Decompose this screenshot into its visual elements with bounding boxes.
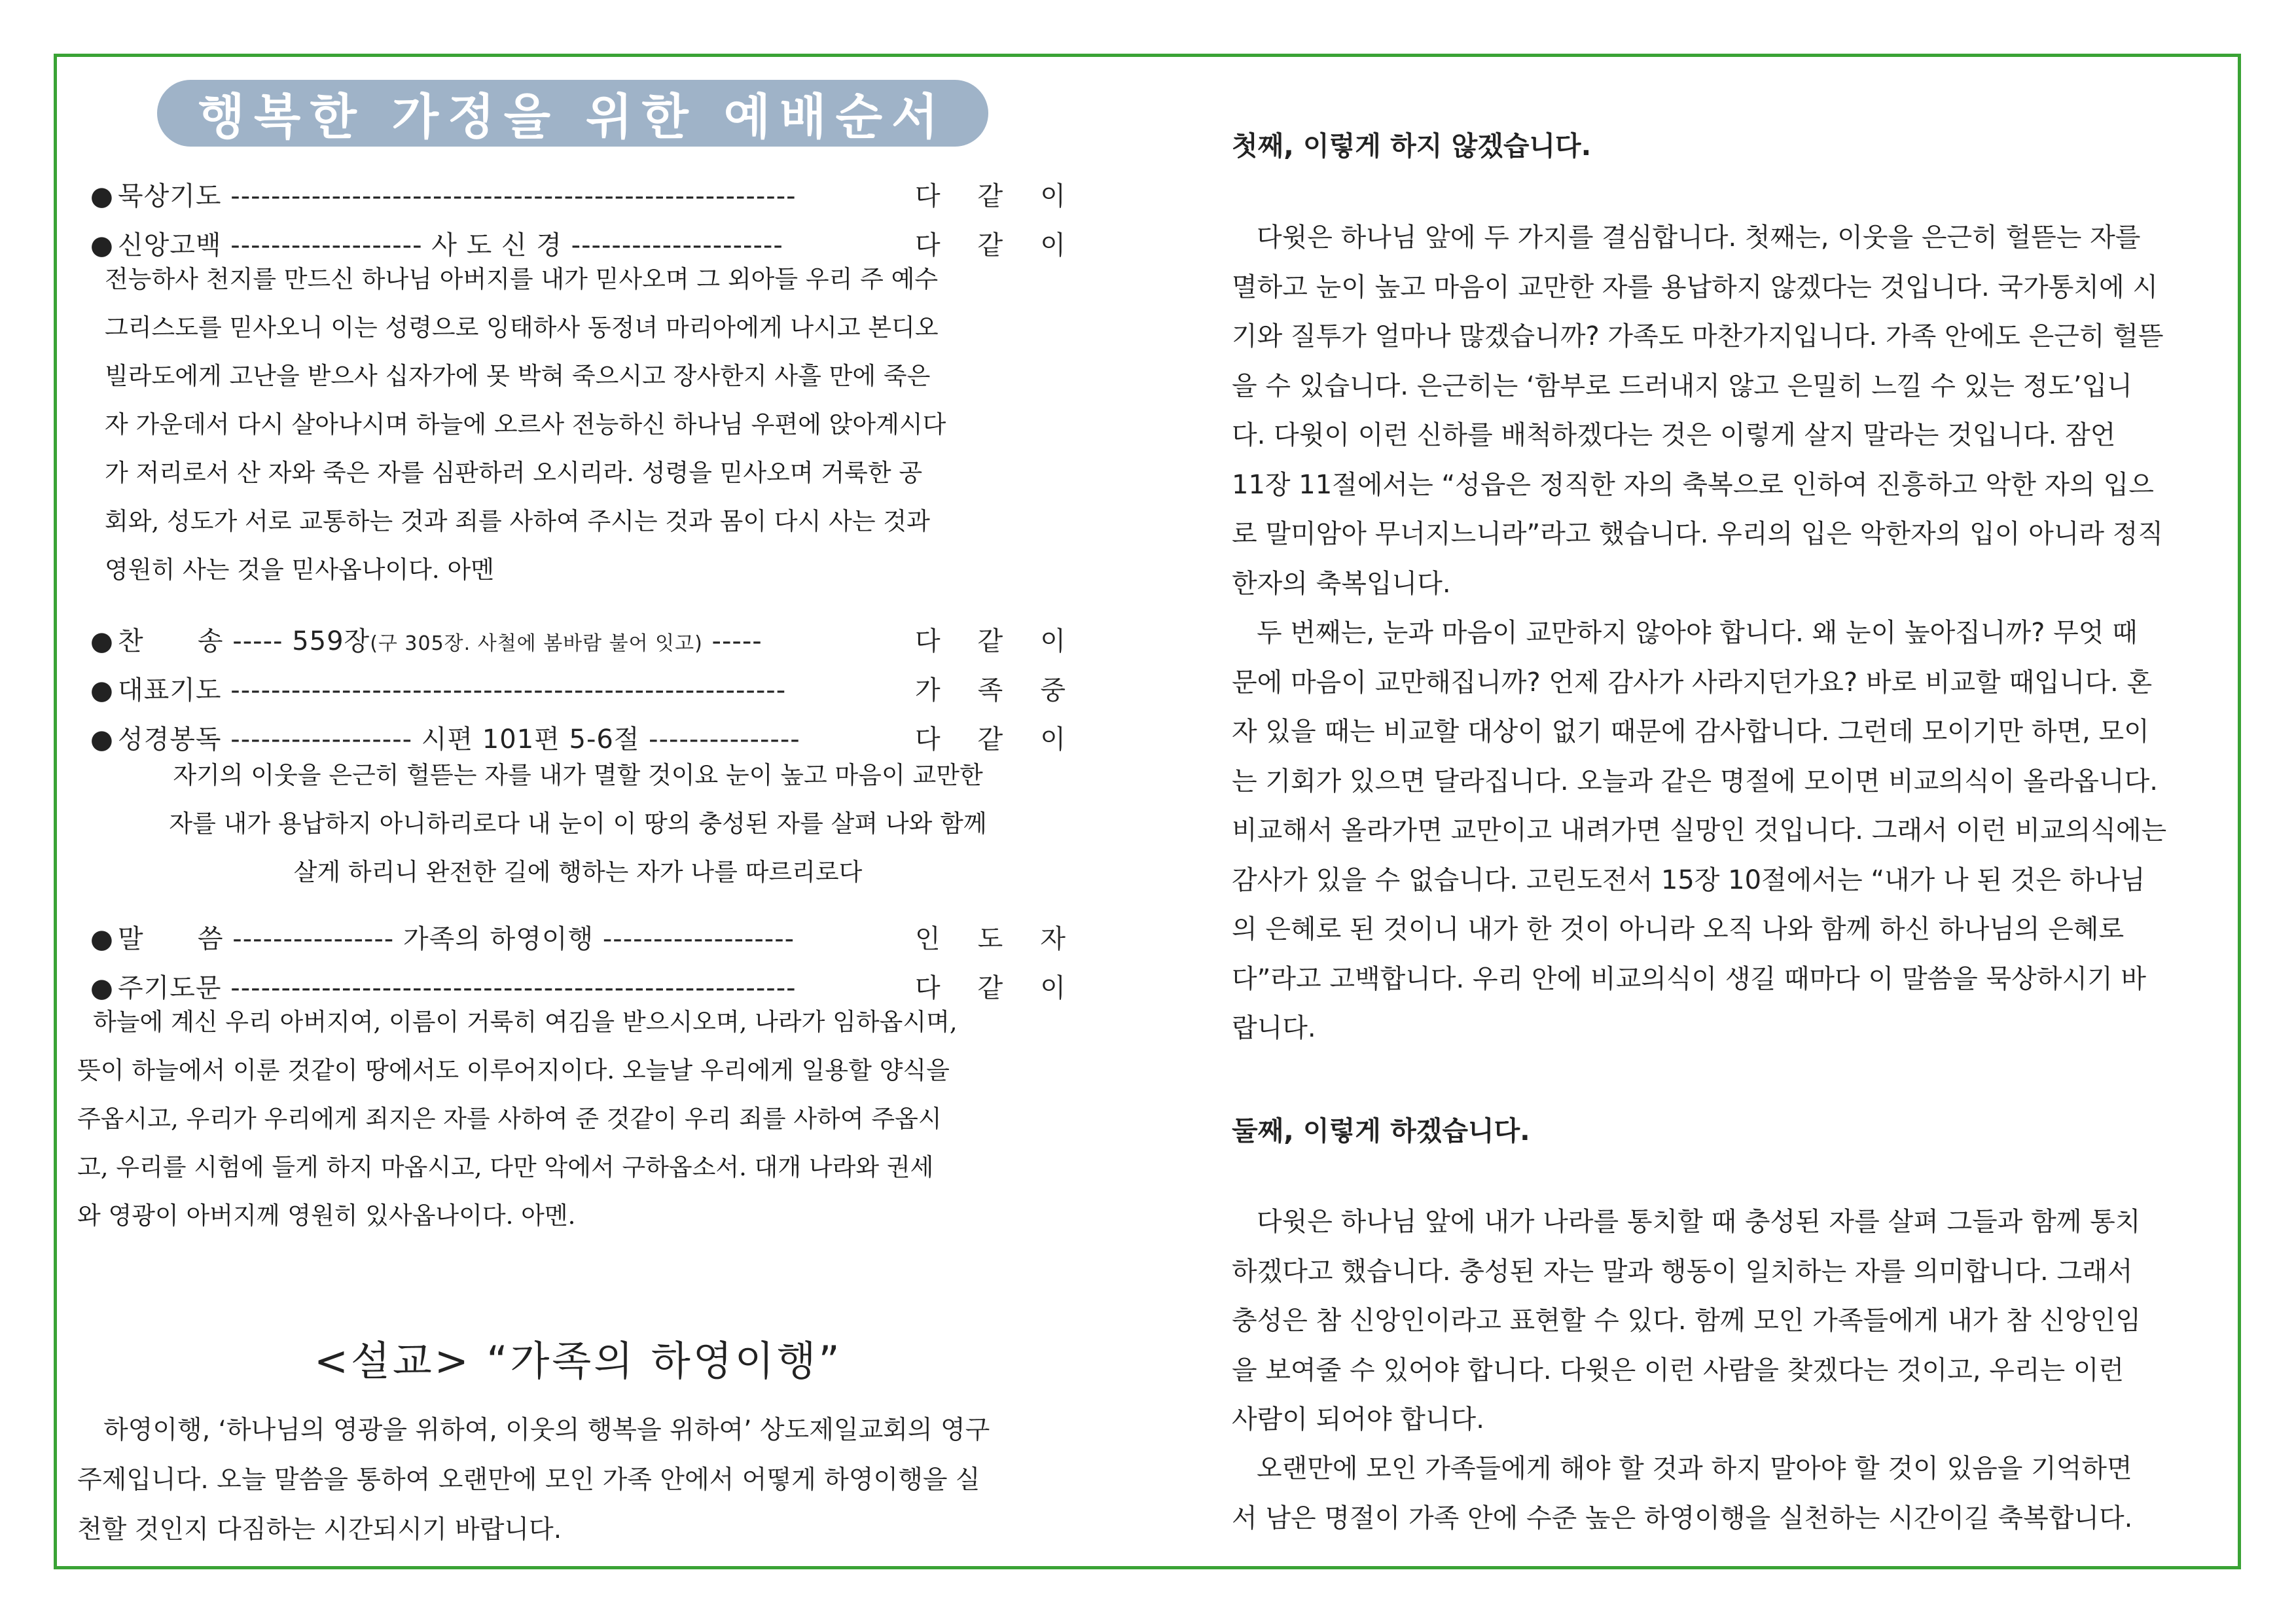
order-row-representative-prayer: ● 대표기도 ------------------------------------------------------- 가 족 중 — [77, 671, 1079, 710]
paragraph-first-resolve: 다윗은 하나님 앞에 두 가지를 결심합니다. 첫째는, 이웃을 은근히 헐뜯는 자를 멸하고 눈이 높고 마음이 교만한 자를 용납하지 않겠다는 것입니다. 국가통치에 시 기와 질투가 얼마나 많겠습니까? 가족도 마찬가지입니다. 가족 안에도 은근히 헐뜯 을 수 있습니다. 은근히는 ‘함부로 드러내지 않고 은밀히 느낄 수 있는 정도’입니 다. 다윗이 이런 신하를 배척하겠다는 것은 이렇게 살지 말라는 것입니다. 잠언 11장 11절에서는 “성읍은 정직한 자의 축복으로 인하여 진흥하고 악한 자의 입으 로 말미암아 무너지느니라”라고 했습니다. 우리의 입은 악한자의 입이 아니라 정직 한자의 축복입니다. — [1232, 223, 2164, 599]
scripture-text: 자기의 이웃을 은근히 헐뜯는 자를 내가 멸할 것이요 눈이 높고 마음이 교만한 자를 내가 용납하지 아니하리로다 내 눈이 이 땅의 충성된 자를 살펴 나와 함께 살게 하리니 완전한 길에 행하는 자가 나를 따르리로다 — [169, 761, 987, 886]
order-item-label: 찬 송 — [118, 626, 224, 656]
apostles-creed-text: 전능하사 천지를 만드신 하나님 아버지를 내가 믿사오며 그 외아들 우리 주 예수 그리스도를 믿사오니 이는 성령으로 잉태하사 동정녀 마리아에게 나시고 본디오 빌라도에게 고난을 받으사 십자가에 못 박혀 죽으시고 장사한지 사흘 만에 죽은 자 가운데서 다시 살아나시며 하늘에 오르사 전능하신 하나님 우편에 앉아계시다 가 저리로서 산 자와 죽은 자를 심판하러 오시리라. 성령을 믿사오며 거룩한 공 회와, 성도가 서로 교통하는 것과 죄를 사하여 주시는 것과 몸이 다시 사는 것과 영원히 사는 것을 믿사옵나이다. 아멘 — [105, 265, 946, 584]
page-title: 행복한 가정을 위한 예배순서 — [157, 80, 988, 147]
order-row-scripture-reading: ● 성경봉독 ------------------ 시편 101편 5-6절 --------------- 다 같 이 — [77, 720, 1079, 759]
order-row-lords-prayer: ● 주기도문 -------------------------------------------------------- 다 같 이 — [77, 969, 1079, 1008]
order-item-label: 신앙고백 — [118, 230, 222, 260]
order-item-label: 성경봉독 — [118, 724, 222, 755]
order-item-middle: 559장 — [292, 626, 370, 656]
order-response: 다 같 이 — [915, 230, 1066, 260]
bullet-icon: ● — [90, 724, 113, 755]
order-row-silent-prayer: ● 묵상기도 -------------------------------------------------------- 다 같 이 — [77, 177, 1079, 216]
sermon-intro: 하영이행, ‘하나님의 영광을 위하여, 이웃의 행복을 위하여’ 상도제일교회의 영구 주제입니다. 오늘 말씀을 통하여 오랜만에 모인 가족 안에서 어떻게 하영이행을 실 천할 것인지 다짐하는 시간되시기 바랍니다. — [77, 1416, 990, 1544]
order-response: 다 같 이 — [915, 626, 1066, 656]
section-heading-second: 둘째, 이렇게 하겠습니다. — [1232, 1115, 1530, 1147]
bullet-icon: ● — [90, 181, 113, 211]
bullet-icon: ● — [90, 973, 113, 1003]
paragraph-second-point: 두 번째는, 눈과 마음이 교만하지 않아야 합니다. 왜 눈이 높아집니까? 무엇 때 문에 마음이 교만해집니까? 언제 감사가 사라지던가요? 바로 비교할 때입니다. 혼 자 있을 때는 비교할 대상이 없기 때문에 감사합니다. 그런데 모이기만 하면, 모이 는 기회가 있으면 달라집니다. 오늘과 같은 명절에 모이면 비교의식이 올라옵니다. 비교해서 올라가면 교만이고 내려가면 실망인 것입니다. 그래서 이런 비교의식에는 감사가 있을 수 없습니다. 고린도전서 15장 10절에서는 “내가 나 된 것은 하나님 의 은혜로 된 것이니 내가 한 것이 아니라 오직 나와 함께 하신 하나님의 은혜로 다”라고 고백합니다. 우리 안에 비교의식이 생길 때마다 이 말씀을 묵상하시기 바 랍니다. — [1232, 618, 2167, 1043]
sermon-title: <설교> “가족의 하영이행” — [314, 1337, 842, 1385]
order-row-sermon: ● 말 씀 ---------------- 가족의 하영이행 ------------------- 인 도 자 — [77, 919, 1079, 959]
order-row-creed: ● 신앙고백 ------------------- 사 도 신 경 --------------------- 다 같 이 — [77, 226, 1079, 265]
order-item-label: 말 씀 — [118, 924, 224, 954]
paragraph-closing: 오랜만에 모인 가족들에게 해야 할 것과 하지 말아야 할 것이 있음을 기억하면 서 남은 명절이 가족 안에 수준 높은 하영이행을 실천하는 시간이길 축복합니다. — [1232, 1454, 2133, 1533]
hymn-note: (구 305장. 사철에 봄바람 불어 잇고) — [370, 632, 703, 655]
order-response: 인 도 자 — [915, 924, 1066, 954]
bullet-icon: ● — [90, 924, 113, 954]
order-response: 다 같 이 — [915, 724, 1066, 755]
order-item-label: 주기도문 — [118, 973, 222, 1003]
order-item-label: 대표기도 — [118, 675, 222, 705]
order-item-label: 묵상기도 — [118, 181, 222, 211]
section-heading-first: 첫째, 이렇게 하지 않겠습니다. — [1232, 130, 1592, 162]
order-item-middle: 사 도 신 경 — [431, 230, 562, 260]
order-item-middle: 가족의 하영이행 — [403, 924, 594, 954]
lords-prayer-text: 하늘에 계신 우리 아버지여, 이름이 거룩히 여김을 받으시오며, 나라가 임하옵시며, 뜻이 하늘에서 이룬 것같이 땅에서도 이루어지이다. 오늘날 우리에게 일용할 양식을 주옵시고, 우리가 우리에게 죄지은 자를 사하여 준 것같이 우리 죄를 사하여 주옵시 고, 우리를 시험에 들게 하지 마옵시고, 다만 악에서 구하옵소서. 대개 나라와 권세 와 영광이 아버지께 영원히 있사옵나이다. 아멘. — [77, 1008, 958, 1230]
bullet-icon: ● — [90, 230, 113, 260]
order-row-hymn: ● 찬 송 ----- 559장(구 305장. 사철에 봄바람 불어 잇고) ----- 다 같 이 — [77, 622, 1079, 661]
bullet-icon: ● — [90, 675, 113, 705]
bullet-icon: ● — [90, 626, 113, 656]
order-response: 다 같 이 — [915, 973, 1066, 1003]
order-item-middle: 시편 101편 5-6절 — [421, 724, 640, 755]
paragraph-second-resolve: 다윗은 하나님 앞에 내가 나라를 통치할 때 충성된 자를 살펴 그들과 함께 통치 하겠다고 했습니다. 충성된 자는 말과 행동이 일치하는 자를 의미합니다. 그래서 충성은 참 신앙인이라고 표현할 수 있다. 함께 모인 가족들에게 내가 참 신앙인임 을 보여줄 수 있어야 합니다. 다윗은 이런 사람을 찾겠다는 것이고, 우리는 이런 사람이 되어야 합니다. — [1232, 1207, 2142, 1435]
order-response: 가 족 중 — [915, 675, 1066, 705]
order-response: 다 같 이 — [915, 181, 1066, 211]
